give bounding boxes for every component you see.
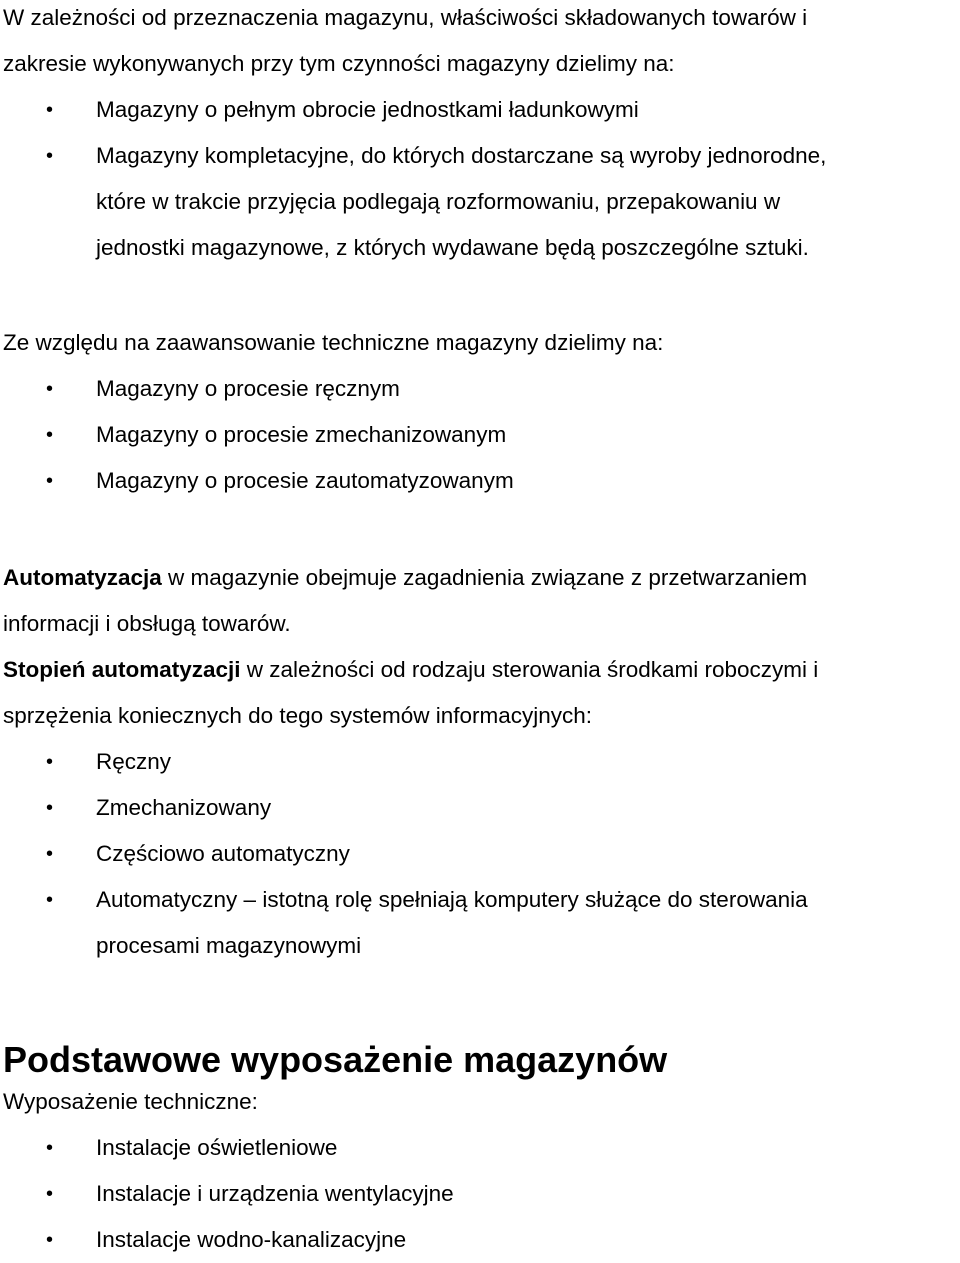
section-warehouse-purpose bbox=[3, 0, 958, 271]
bullet-icon: • bbox=[46, 843, 54, 865]
list-item: • Instalacje wodno-kanalizacyjne bbox=[3, 1217, 958, 1263]
section-intro: Ze względu na zaawansowanie techniczne magazyny dzielimy na: bbox=[3, 330, 664, 355]
bullet-icon: • bbox=[46, 378, 54, 400]
section-technical-advancement bbox=[3, 320, 958, 504]
bullet-icon: • bbox=[46, 470, 54, 492]
bullet-icon: • bbox=[46, 751, 54, 773]
automation-level-list bbox=[3, 739, 958, 969]
automation-term: Automatyzacja bbox=[3, 565, 162, 590]
list-item: • Magazyny o pełnym obrocie jednostkami ładunkowymi bbox=[3, 87, 958, 133]
automation-paragraph-line-1: Automatyzacja w magazynie obejmuje zagadnienia związane z przetwarzaniem bbox=[3, 565, 808, 590]
automation-level-term: Stopień automatyzacji bbox=[3, 657, 241, 682]
intro-line-2: zakresie wykonywanych przy tym czynności magazyny dzielimy na: bbox=[3, 51, 675, 76]
section-automation bbox=[3, 555, 958, 969]
bullet-icon: • bbox=[46, 797, 54, 819]
list-item: • Ręczny bbox=[3, 739, 958, 785]
section-heading: Podstawowe wyposażenie magazynów bbox=[3, 1039, 668, 1080]
list-item: • Zmechanizowany bbox=[3, 785, 958, 831]
section-intro: Wyposażenie techniczne: bbox=[3, 1089, 258, 1114]
bullet-icon: • bbox=[46, 1229, 54, 1251]
intro-line-1: W zależności od przeznaczenia magazynu, właściwości składowanych towarów i bbox=[3, 5, 808, 30]
document-body bbox=[3, 0, 958, 1263]
advancement-list bbox=[3, 366, 958, 504]
automation-paragraph-line-2: informacji i obsługą towarów. bbox=[3, 611, 291, 636]
list-item: • Magazyny kompletacyjne, do których dostarczane są wyroby jednorodne, które w trakcie przyjęcia podlegają rozformowaniu, przepakowaniu w jednostki magazynowe, z których wydawane będą poszczególne sztuki. bbox=[3, 133, 958, 271]
section-equipment bbox=[3, 1037, 958, 1263]
automation-level-line-1: Stopień automatyzacji w zależności od rodzaju sterowania środkami roboczymi i bbox=[3, 657, 819, 682]
bullet-icon: • bbox=[46, 889, 54, 911]
list-item: • Instalacje oświetleniowe bbox=[3, 1125, 958, 1171]
list-item: • Magazyny o procesie ręcznym bbox=[3, 366, 958, 412]
list-item: • Magazyny o procesie zmechanizowanym bbox=[3, 412, 958, 458]
equipment-list bbox=[3, 1125, 958, 1263]
list-item: • Automatyczny – istotną rolę spełniają komputery służące do sterowania procesami magazynowymi bbox=[3, 877, 958, 969]
list-item: • Częściowo automatyczny bbox=[3, 831, 958, 877]
bullet-icon: • bbox=[46, 424, 54, 446]
bullet-icon: • bbox=[46, 145, 54, 167]
purpose-list bbox=[3, 87, 958, 271]
list-item: • Magazyny o procesie zautomatyzowanym bbox=[3, 458, 958, 504]
automation-level-line-2: sprzężenia koniecznych do tego systemów informacyjnych: bbox=[3, 703, 593, 728]
list-item: • Instalacje i urządzenia wentylacyjne bbox=[3, 1171, 958, 1217]
bullet-icon: • bbox=[46, 99, 54, 121]
bullet-icon: • bbox=[46, 1137, 54, 1159]
bullet-icon: • bbox=[46, 1183, 54, 1205]
